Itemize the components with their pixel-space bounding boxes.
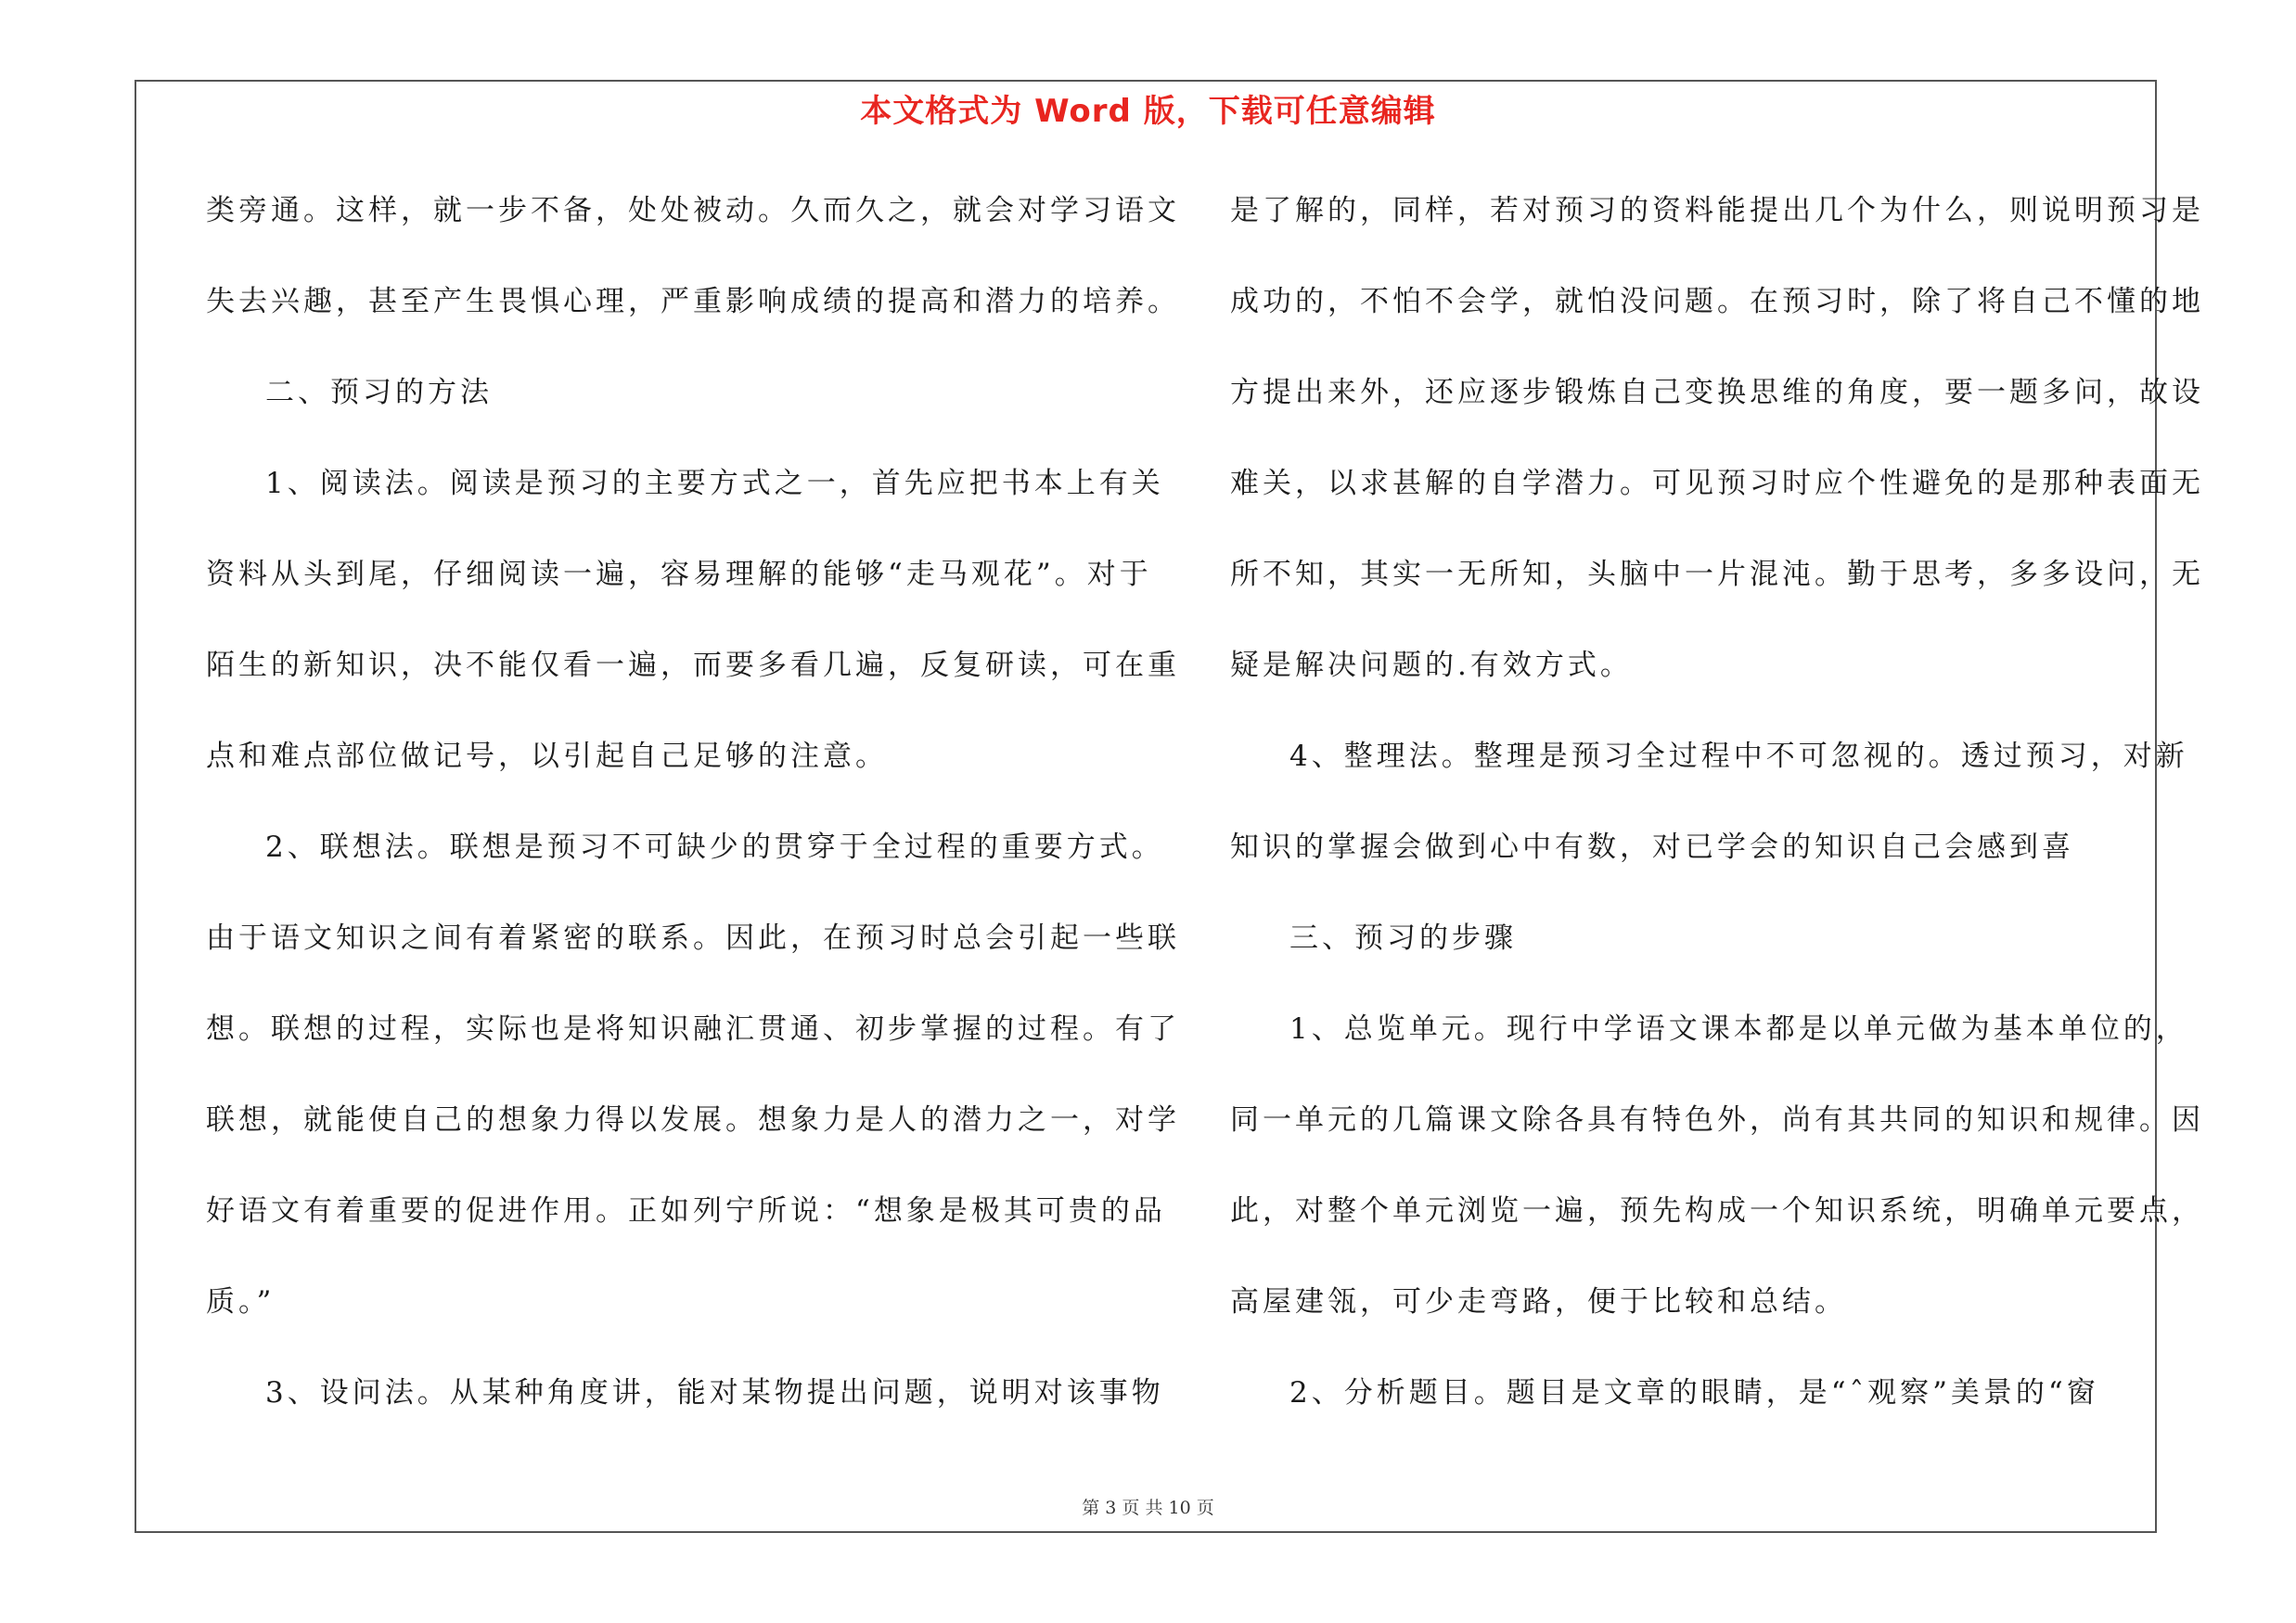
text-line: 知识的掌握会做到心中有数，对已学会的知识自己会感到喜 [1230, 831, 2074, 864]
text-line: 点和难点部位做记号，以引起自己足够的注意。 [206, 740, 888, 773]
text-line: 由于语文知识之间有着紧密的联系。因此，在预习时总会引起一些联 [206, 921, 1180, 955]
text-line: 2、联想法。联想是预习不可缺少的贯穿于全过程的重要方式。 [265, 831, 1164, 864]
text-line: 所不知，其实一无所知，头脑中一片混沌。勤于思考，多多设问，无 [1230, 558, 2204, 591]
text-line: 3、设问法。从某种角度讲，能对某物提出问题，说明对该事物 [265, 1376, 1164, 1410]
text-line: 联想，就能使自己的想象力得以发展。想象力是人的潜力之一，对学 [206, 1103, 1180, 1137]
text-line: 失去兴趣，甚至产生畏惧心理，严重影响成绩的提高和潜力的培养。 [206, 285, 1180, 318]
text-line: 方提出来外，还应逐步锻炼自己变换思维的角度，要一题多问，故设 [1230, 376, 2204, 409]
text-line: 4、整理法。整理是预习全过程中不可忽视的。透过预习，对新 [1289, 740, 2188, 773]
text-line: 资料从头到尾，仔细阅读一遍，容易理解的能够“走马观花”。对于 [206, 558, 1152, 591]
text-line: 二、预习的方法 [265, 376, 493, 409]
document-banner: 本文格式为 Word 版，下载可任意编辑 [860, 93, 1436, 130]
text-line: 高屋建瓴，可少走弯路，便于比较和总结。 [1230, 1285, 1847, 1319]
text-line: 质。” [206, 1285, 276, 1319]
text-line: 三、预习的步骤 [1289, 921, 1517, 955]
text-line: 2、分析题目。题目是文章的眼睛，是“ˆ观察”美景的“窗 [1289, 1376, 2099, 1410]
page-number-footer: 第 3 页 共 10 页 [1082, 1498, 1214, 1518]
text-line: 1、阅读法。阅读是预习的主要方式之一，首先应把书本上有关 [265, 467, 1164, 500]
text-line: 陌生的新知识，决不能仅看一遍，而要多看几遍，反复研读，可在重 [206, 649, 1180, 682]
text-line: 此，对整个单元浏览一遍，预先构成一个知识系统，明确单元要点， [1230, 1194, 2204, 1228]
left-column [206, 184, 1180, 1457]
text-line: 同一单元的几篇课文除各具有特色外，尚有其共同的知识和规律。因 [1230, 1103, 2204, 1137]
text-line: 疑是解决问题的.有效方式。 [1230, 649, 1633, 682]
text-line: 1、总览单元。现行中学语文课本都是以单元做为基本单位的， [1289, 1012, 2188, 1046]
text-line: 成功的，不怕不会学，就怕没问题。在预习时，除了将自己不懂的地 [1230, 285, 2204, 318]
right-column [1230, 184, 2204, 1457]
text-line: 难关，以求甚解的自学潜力。可见预习时应个性避免的是那种表面无 [1230, 467, 2204, 500]
text-line: 类旁通。这样，就一步不备，处处被动。久而久之，就会对学习语文 [206, 194, 1180, 227]
text-line: 是了解的，同样，若对预习的资料能提出几个为什么，则说明预习是 [1230, 194, 2204, 227]
text-line: 想。联想的过程，实际也是将知识融汇贯通、初步掌握的过程。有了 [206, 1012, 1180, 1046]
text-line: 好语文有着重要的促进作用。正如列宁所说：“想象是极其可贵的品 [206, 1194, 1166, 1228]
